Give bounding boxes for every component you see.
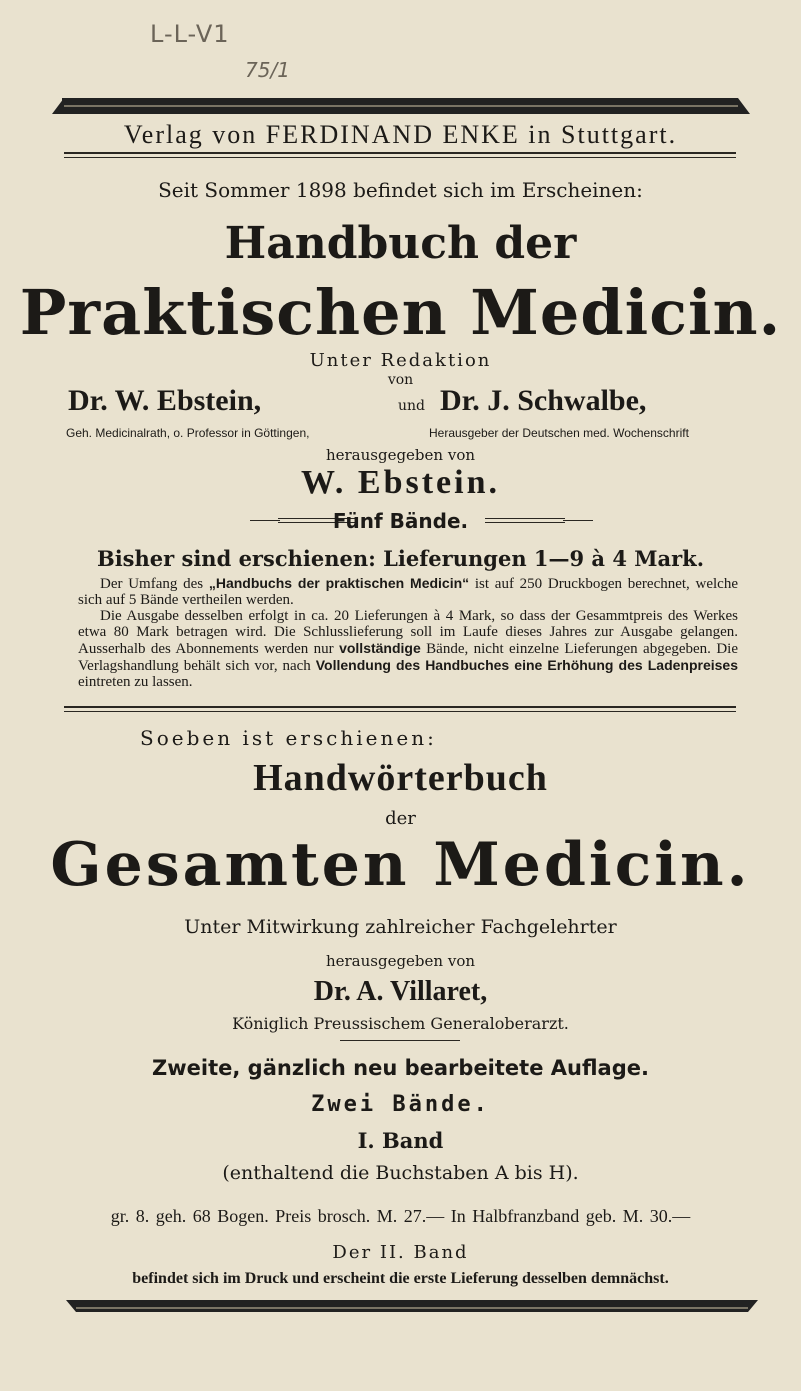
- book1-editorship: Unter Redaktion: [309, 350, 492, 371]
- book1-paragraph2: [78, 608, 738, 690]
- handwritten-mark: 75/1: [245, 58, 290, 82]
- para2-bold-b: Vollendung des Handbuches eine Erhöhung des Ladenpreises: [315, 657, 738, 673]
- header-rule-bottom: [64, 157, 736, 158]
- book1-volumes: Fünf Bände.: [332, 509, 469, 533]
- para2-text-c: eintreten zu lassen.: [78, 674, 193, 690]
- top-ornament-left-tip: [52, 98, 64, 114]
- book2-band2-note: befindet sich im Druck und erscheint die erste Lieferung desselben demnächst.: [132, 1270, 669, 1287]
- top-ornament-right-tip: [738, 98, 750, 114]
- volumes-rule-right-outer: [563, 520, 593, 521]
- editor2-title: Herausgeber der Deutschen med. Wochenschrift: [429, 426, 689, 440]
- para1-text-b: ist auf 250 Druckbogen berechnet, welche sich auf 5 Bände vertheilen werden.: [78, 576, 739, 608]
- section-divider-2: [64, 711, 736, 712]
- book2-band1-contents: (enthaltend die Buchstaben A bis H).: [222, 1162, 579, 1184]
- bottom-ornament-right-tip: [748, 1300, 758, 1312]
- book1-title-line1: Handbuch der: [224, 218, 577, 269]
- book2-title-line2: Gesamten Medicin.: [50, 830, 751, 900]
- book1-published-by: herausgegeben von: [325, 446, 476, 464]
- book2-published-by: herausgegeben von: [325, 952, 476, 970]
- volumes-rule-right-2: [485, 522, 565, 523]
- editor1-name: Dr. W. Ebstein,: [68, 384, 262, 417]
- book2-band1: I. Band: [357, 1128, 444, 1153]
- para2-text-b: Bände, nicht einzelne Lieferungen abgegeben. Die Verlagshandlung behält sich vor, nach: [78, 641, 738, 674]
- editor1-title: Geh. Medicinalrath, o. Professor in Göttingen,: [66, 426, 310, 440]
- header-rule-top: [64, 152, 736, 154]
- book1-von: von: [387, 372, 414, 388]
- book1-paragraph1: [78, 575, 738, 608]
- para1-book-title: „Handbuchs der praktischen Medicin“: [208, 575, 470, 591]
- book2-editor-name: Dr. A. Villaret,: [313, 976, 488, 1007]
- book2-der: der: [385, 808, 416, 829]
- book2-intro: Soeben ist erschienen:: [140, 726, 437, 750]
- para2-text-a: Die Ausgabe desselben erfolgt in ca. 20 Lieferungen à 4 Mark, so dass der Gesammtpreis des Werkes etwa 80 Mark betragen wird. Die Schlusslieferung soll im Laufe dieses Jahres zur Ausgabe gelangen. Ausserhalb des Abonnements werden nur: [78, 608, 738, 657]
- section-divider-1: [64, 706, 736, 708]
- book1-title-line2: Praktischen Medicin.: [19, 276, 782, 349]
- publisher-line: Verlag von FERDINAND ENKE in Stuttgart.: [123, 120, 678, 149]
- book1-description: [78, 575, 738, 690]
- editor-underline: [340, 1040, 460, 1041]
- volumes-rule-right-1: [485, 518, 565, 519]
- book2-edition: Zweite, gänzlich neu bearbeitete Auflage.: [152, 1056, 649, 1080]
- book2-title-line1: Handwörterbuch: [253, 757, 548, 799]
- book2-editor-title: Königlich Preussischem Generaloberarzt.: [232, 1014, 569, 1033]
- book1-publisher-name: W. Ebstein.: [301, 464, 500, 501]
- bottom-ornament-band: [76, 1300, 748, 1312]
- para1-text-a: Der Umfang des: [100, 576, 209, 592]
- book2-band2: Der II. Band: [332, 1242, 469, 1263]
- handwritten-call-number: L-L-V1: [150, 20, 230, 48]
- bottom-ornament-left-tip: [66, 1300, 76, 1312]
- editors-und: und: [398, 398, 425, 414]
- book1-so-far: Bisher sind erschienen: Lieferungen 1—9 à 4 Mark.: [96, 546, 705, 571]
- book2-volumes: Zwei Bände.: [311, 1092, 490, 1117]
- para2-bold-a: vollständige: [339, 640, 421, 656]
- book1-intro: Seit Sommer 1898 befindet sich im Erscheinen:: [158, 178, 643, 202]
- editor2-name: Dr. J. Schwalbe,: [440, 384, 647, 417]
- book2-band1-price: gr. 8. geh. 68 Bogen. Preis brosch. M. 27.— In Halbfranzband geb. M. 30.—: [110, 1206, 691, 1226]
- book2-collaboration: Unter Mitwirkung zahlreicher Fachgelehrter: [184, 916, 617, 938]
- top-ornament-band: [62, 98, 738, 114]
